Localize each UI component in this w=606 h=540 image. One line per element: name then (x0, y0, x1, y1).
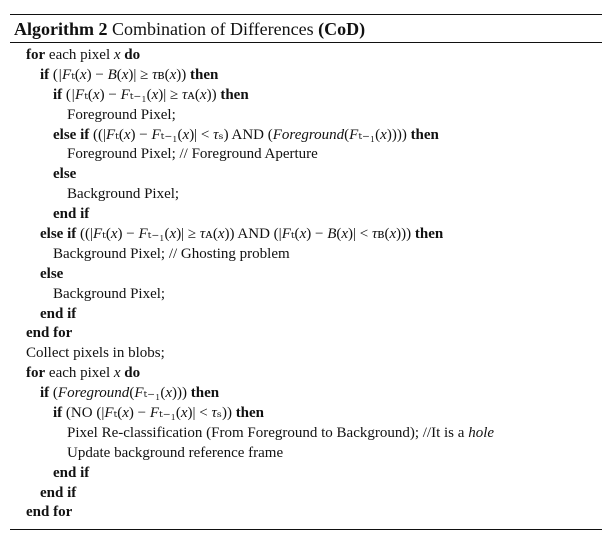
line-text: )) (206, 86, 221, 103)
algorithm-line (10, 165, 602, 185)
math-symbol: x (113, 47, 121, 63)
algorithm-line (10, 245, 602, 265)
line-text: )| ≥ (128, 66, 153, 83)
math-symbol: x (199, 86, 207, 103)
algorithm-line (10, 424, 602, 444)
algorithm-line (10, 106, 602, 126)
line-text: (NO (| (62, 405, 105, 422)
line-text: )| ≥ (158, 86, 182, 103)
math-symbol: x (113, 365, 121, 382)
line-text: )) (176, 66, 191, 83)
line-text: ) − (130, 126, 152, 143)
math-symbol: x (380, 126, 387, 143)
math-symbol: τ (181, 86, 188, 103)
math-symbol: τ (199, 226, 206, 243)
algorithm-line (10, 185, 602, 205)
line-text: Foreground Pixel; // Foreground Aperture (67, 146, 318, 163)
algorithm-line (10, 145, 602, 165)
line-text: ( (344, 126, 350, 143)
math-symbol: x (122, 405, 129, 422)
line-text: each pixel (45, 365, 114, 382)
math-symbol: F (281, 226, 291, 243)
line-text: ) − (128, 405, 150, 422)
line-text: ((| (89, 126, 106, 143)
line-text: ) − (306, 226, 328, 243)
math-symbol: F (120, 86, 130, 103)
line-text: Background Pixel; (67, 186, 180, 203)
algorithm-line (10, 364, 602, 384)
algorithm-name: Combination of Differences (112, 19, 314, 39)
math-symbol: x (169, 66, 177, 83)
line-text: ᴀ( (205, 226, 218, 243)
line-text: ʙ( (157, 66, 170, 83)
math-symbol: x (169, 226, 177, 243)
math-symbol: B (327, 226, 337, 243)
algorithm-line (10, 86, 602, 106)
algorithm-line (10, 484, 602, 504)
algorithm-line (10, 46, 602, 66)
algorithm-line (10, 265, 602, 285)
algorithm-line (10, 503, 602, 523)
algorithm-body (10, 43, 602, 523)
keyword: if (53, 405, 63, 422)
math-symbol: x (180, 405, 188, 422)
keyword: for (26, 365, 46, 382)
line-text: )))) (386, 126, 411, 143)
algorithm-line (10, 344, 602, 364)
line-text: Background Pixel; (53, 285, 166, 302)
math-symbol: τ (372, 226, 378, 243)
math-symbol: x (217, 226, 225, 243)
algorithm-line (10, 464, 602, 484)
math-symbol: Foreground (57, 385, 130, 402)
line-text: )) AND (| (224, 226, 282, 243)
line-text: ) − (99, 86, 121, 103)
math-symbol: Foreground (272, 126, 345, 143)
math-symbol: F (151, 126, 161, 143)
algorithm-line (10, 126, 602, 146)
line-text: ᴀ( (187, 86, 200, 103)
line-text: ₜ₋₁( (159, 405, 181, 422)
math-symbol: hole (468, 424, 495, 441)
algorithm-box (10, 14, 602, 530)
math-symbol: x (110, 226, 118, 243)
line-text: each pixel (45, 47, 114, 63)
keyword: then (410, 126, 439, 143)
line-text: ₜ( (102, 226, 111, 243)
math-symbol: τ (152, 66, 158, 83)
line-text: ʙ( (377, 226, 390, 243)
line-text: Collect pixels in blobs; (26, 345, 165, 362)
math-symbol: τ (211, 405, 217, 422)
algorithm-line (10, 225, 602, 245)
math-symbol: F (92, 226, 103, 243)
line-text: ₜ( (113, 405, 123, 422)
keyword: do (124, 365, 141, 382)
line-text: ( (62, 86, 71, 103)
algorithm-line (10, 324, 602, 344)
line-text: ) − (117, 226, 139, 243)
keyword: end for (26, 504, 73, 521)
algorithm-line (10, 384, 602, 404)
line-text: Background Pixel; // Ghosting problem (53, 245, 290, 262)
math-symbol: x (92, 86, 100, 103)
math-symbol: x (165, 385, 172, 402)
keyword: if (40, 66, 50, 83)
keyword: end if (40, 484, 77, 501)
math-symbol: x (151, 86, 159, 103)
algorithm-line (10, 285, 602, 305)
math-symbol: F (349, 126, 359, 143)
line-text: ) − (86, 66, 108, 83)
math-symbol: x (389, 226, 397, 243)
line-text: ₜ( (115, 126, 124, 143)
line-text: ₛ)) (216, 405, 236, 422)
algorithm-line (10, 205, 602, 225)
keyword: then (190, 385, 220, 402)
algorithm-caption (10, 15, 602, 42)
line-text: ₜ( (290, 226, 300, 243)
math-symbol: F (149, 405, 160, 422)
math-symbol: |F (57, 66, 72, 83)
math-symbol: F (104, 405, 114, 422)
line-text: ))) (396, 226, 415, 243)
bottom-rule (10, 529, 602, 530)
keyword: else if (53, 126, 90, 143)
algorithm-line (10, 444, 602, 464)
math-symbol: |F (70, 86, 85, 103)
line-text: ((| (76, 226, 93, 243)
keyword: if (53, 86, 63, 103)
line-text: ( (49, 385, 58, 402)
keyword: do (124, 47, 141, 63)
line-text: ₜ₋₁( (147, 226, 170, 243)
math-symbol: x (79, 66, 87, 83)
algorithm-abbr: (CoD) (318, 19, 366, 39)
keyword: else (40, 265, 64, 282)
keyword: then (414, 226, 444, 243)
line-text: ( (129, 385, 135, 402)
keyword: then (190, 66, 219, 83)
line-text: )| < (189, 126, 214, 143)
keyword: end if (53, 464, 90, 481)
math-symbol: F (134, 385, 144, 402)
keyword: end if (40, 305, 77, 322)
keyword: end if (53, 206, 90, 223)
keyword: for (26, 47, 46, 63)
math-symbol: τ (213, 126, 219, 143)
line-text: ₛ) AND ( (218, 126, 273, 143)
math-symbol: F (105, 126, 116, 143)
line-text: ))) (172, 385, 191, 402)
line-text: ( (336, 226, 342, 243)
line-text: Pixel Re-classification (From Foreground to Background); //It is a (67, 424, 469, 441)
line-text: Update background reference frame (67, 444, 284, 461)
keyword: if (40, 385, 50, 402)
keyword: else if (40, 226, 77, 243)
algorithm-line (10, 305, 602, 325)
algorithm-line (10, 66, 602, 86)
math-symbol: F (138, 226, 148, 243)
line-text: )| < (187, 405, 212, 422)
line-text: ₜ( (84, 86, 93, 103)
keyword: then (235, 405, 265, 422)
line-text: ( (49, 66, 58, 83)
line-text: ( (116, 66, 122, 83)
algorithm-line (10, 404, 602, 424)
math-symbol: B (107, 66, 117, 83)
math-symbol: x (123, 126, 131, 143)
keyword: else (53, 166, 77, 183)
line-text: ₜ₋₁( (129, 86, 152, 103)
keyword: then (220, 86, 249, 103)
line-text: ₜ₋₁( (143, 385, 166, 402)
math-symbol: x (299, 226, 307, 243)
math-symbol: x (182, 126, 190, 143)
line-text: ₜ₋₁( (160, 126, 183, 143)
line-text: )| ≥ (176, 226, 200, 243)
keyword: end for (26, 325, 73, 342)
math-symbol: x (121, 66, 129, 83)
algorithm-label: Algorithm 2 (14, 19, 108, 39)
line-text: ₜ₋₁( (358, 126, 381, 143)
line-text: )| < (348, 226, 373, 243)
math-symbol: x (341, 226, 349, 243)
line-text: ₜ( (71, 66, 80, 83)
line-text: Foreground Pixel; (67, 106, 176, 123)
